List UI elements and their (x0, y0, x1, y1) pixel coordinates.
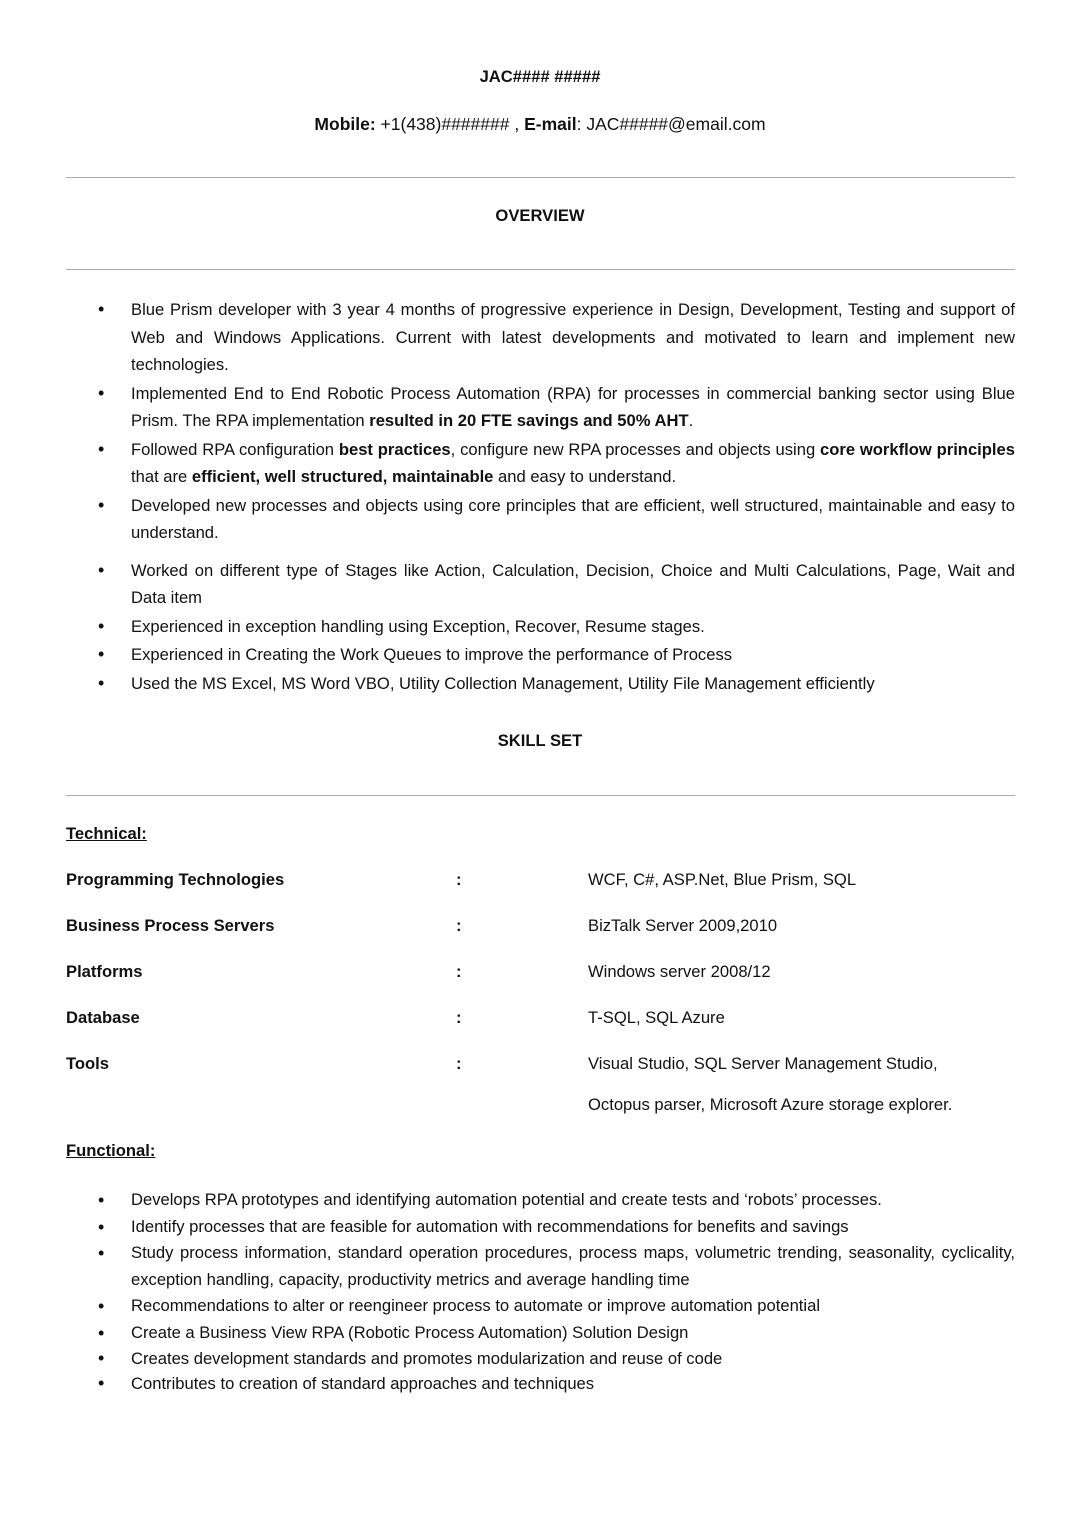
skill-row (66, 962, 1015, 986)
mobile-label: Mobile: (314, 114, 376, 134)
skill-value: T-SQL, SQL Azure (588, 1008, 725, 1027)
skill-value: WCF, C#, ASP.Net, Blue Prism, SQL (588, 870, 857, 889)
text: that are (131, 467, 192, 486)
tools-continuation: Octopus parser, Microsoft Azure storage explorer. (588, 1095, 953, 1114)
skill-value: Visual Studio, SQL Server Management Studio, (588, 1054, 938, 1073)
text: Study process information, standard operation procedures, process maps, volumetric trending, seasonality, cyclicality, exception handling, capacity, productivity metrics and average handling time (131, 1243, 1015, 1289)
skill-category: Database (66, 1008, 140, 1027)
bullet-item (66, 380, 1015, 435)
candidate-name: JAC#### ##### (479, 67, 601, 86)
overview-heading: OVERVIEW (495, 206, 585, 225)
bold-text: efficient, well structured, maintainable (191, 467, 494, 486)
text: Implemented End to End Robotic Process Automation (RPA) for processes in commercial banking sector using Blue Prism. The RPA implementation (131, 383, 1015, 430)
bullet-item (66, 1320, 1015, 1347)
skill-category: Programming Technologies (66, 870, 285, 889)
bullet-item (66, 1293, 1015, 1320)
text: Blue Prism developer with 3 year 4 months of progressive experience in Design, Development, Testing and support of Web and Windows Applications. Current with latest developments and motivated to learn and implement new technologies. (131, 300, 1015, 374)
email-value: : JAC#####@email.com (576, 114, 766, 134)
bullet-item (66, 1187, 1015, 1214)
bullet-item (66, 1214, 1015, 1241)
skill-row (66, 870, 1015, 894)
mobile-value: +1(438)####### , (375, 114, 525, 134)
text: Develops RPA prototypes and identifying automation potential and create tests and ‘robots’ processes. (131, 1190, 882, 1209)
text: Recommendations to alter or reengineer process to automate or improve automation potential (131, 1296, 821, 1315)
bullet-item (66, 557, 1015, 612)
bold-text: resulted in 20 FTE savings and 50% AHT (369, 411, 689, 430)
divider (66, 177, 1015, 178)
text: Developed new processes and objects using core principles that are efficient, well structured, maintainable and easy to understand. (131, 495, 1015, 542)
bullet-item (66, 1371, 1015, 1396)
bullet-item (66, 613, 1015, 641)
text: Used the MS Excel, MS Word VBO, Utility Collection Management, Utility File Management efficiently (131, 673, 875, 693)
bullet-item (66, 1240, 1015, 1293)
bullet-item (66, 1346, 1015, 1371)
functional-list (66, 1187, 1015, 1396)
text: Worked on different type of Stages like Action, Calculation, Decision, Choice and Multi Calculations, Page, Wait and Data item (131, 560, 1015, 607)
bold-text: best practices (338, 439, 451, 459)
functional-heading: Functional: (66, 1141, 156, 1160)
text: . (688, 411, 694, 430)
skill-row (66, 1008, 1015, 1032)
bold-text: core workflow principles (820, 439, 1015, 459)
text: Followed RPA configuration (131, 439, 339, 459)
text: Experienced in Creating the Work Queues to improve the performance of Process (131, 645, 733, 664)
separator: : (456, 1054, 462, 1073)
skill-row (66, 1054, 1015, 1078)
skill-category: Business Process Servers (66, 916, 275, 935)
divider (66, 795, 1015, 796)
bullet-item (66, 296, 1015, 379)
text: , configure new RPA processes and objects using (450, 439, 821, 459)
skill-row (66, 916, 1015, 940)
bullet-item (66, 492, 1015, 547)
text: Create a Business View RPA (Robotic Process Automation) Solution Design (131, 1322, 689, 1342)
bullet-item (66, 670, 1015, 698)
technical-heading: Technical: (66, 824, 147, 843)
separator: : (456, 870, 462, 889)
email-label: E-mail (524, 114, 577, 134)
separator: : (456, 916, 462, 935)
skill-category: Platforms (66, 962, 143, 981)
text: Contributes to creation of standard approaches and techniques (131, 1374, 595, 1393)
text: Experienced in exception handling using Exception, Recover, Resume stages. (131, 616, 705, 636)
bullet-item (66, 436, 1015, 491)
skill-value: BizTalk Server 2009,2010 (588, 916, 778, 935)
divider (66, 269, 1015, 270)
skill-value: Windows server 2008/12 (588, 962, 771, 981)
contact-line (0, 114, 1080, 135)
skill-set-heading: SKILL SET (497, 731, 583, 750)
text: Creates development standards and promotes modularization and reuse of code (131, 1349, 723, 1368)
overview-list (66, 295, 1015, 697)
bullet-item (66, 641, 1015, 669)
text: Identify processes that are feasible for automation with recommendations for benefits and savings (131, 1216, 849, 1236)
separator: : (456, 1008, 462, 1027)
skill-category: Tools (66, 1054, 110, 1073)
separator: : (456, 962, 462, 981)
text: and easy to understand. (493, 467, 677, 486)
